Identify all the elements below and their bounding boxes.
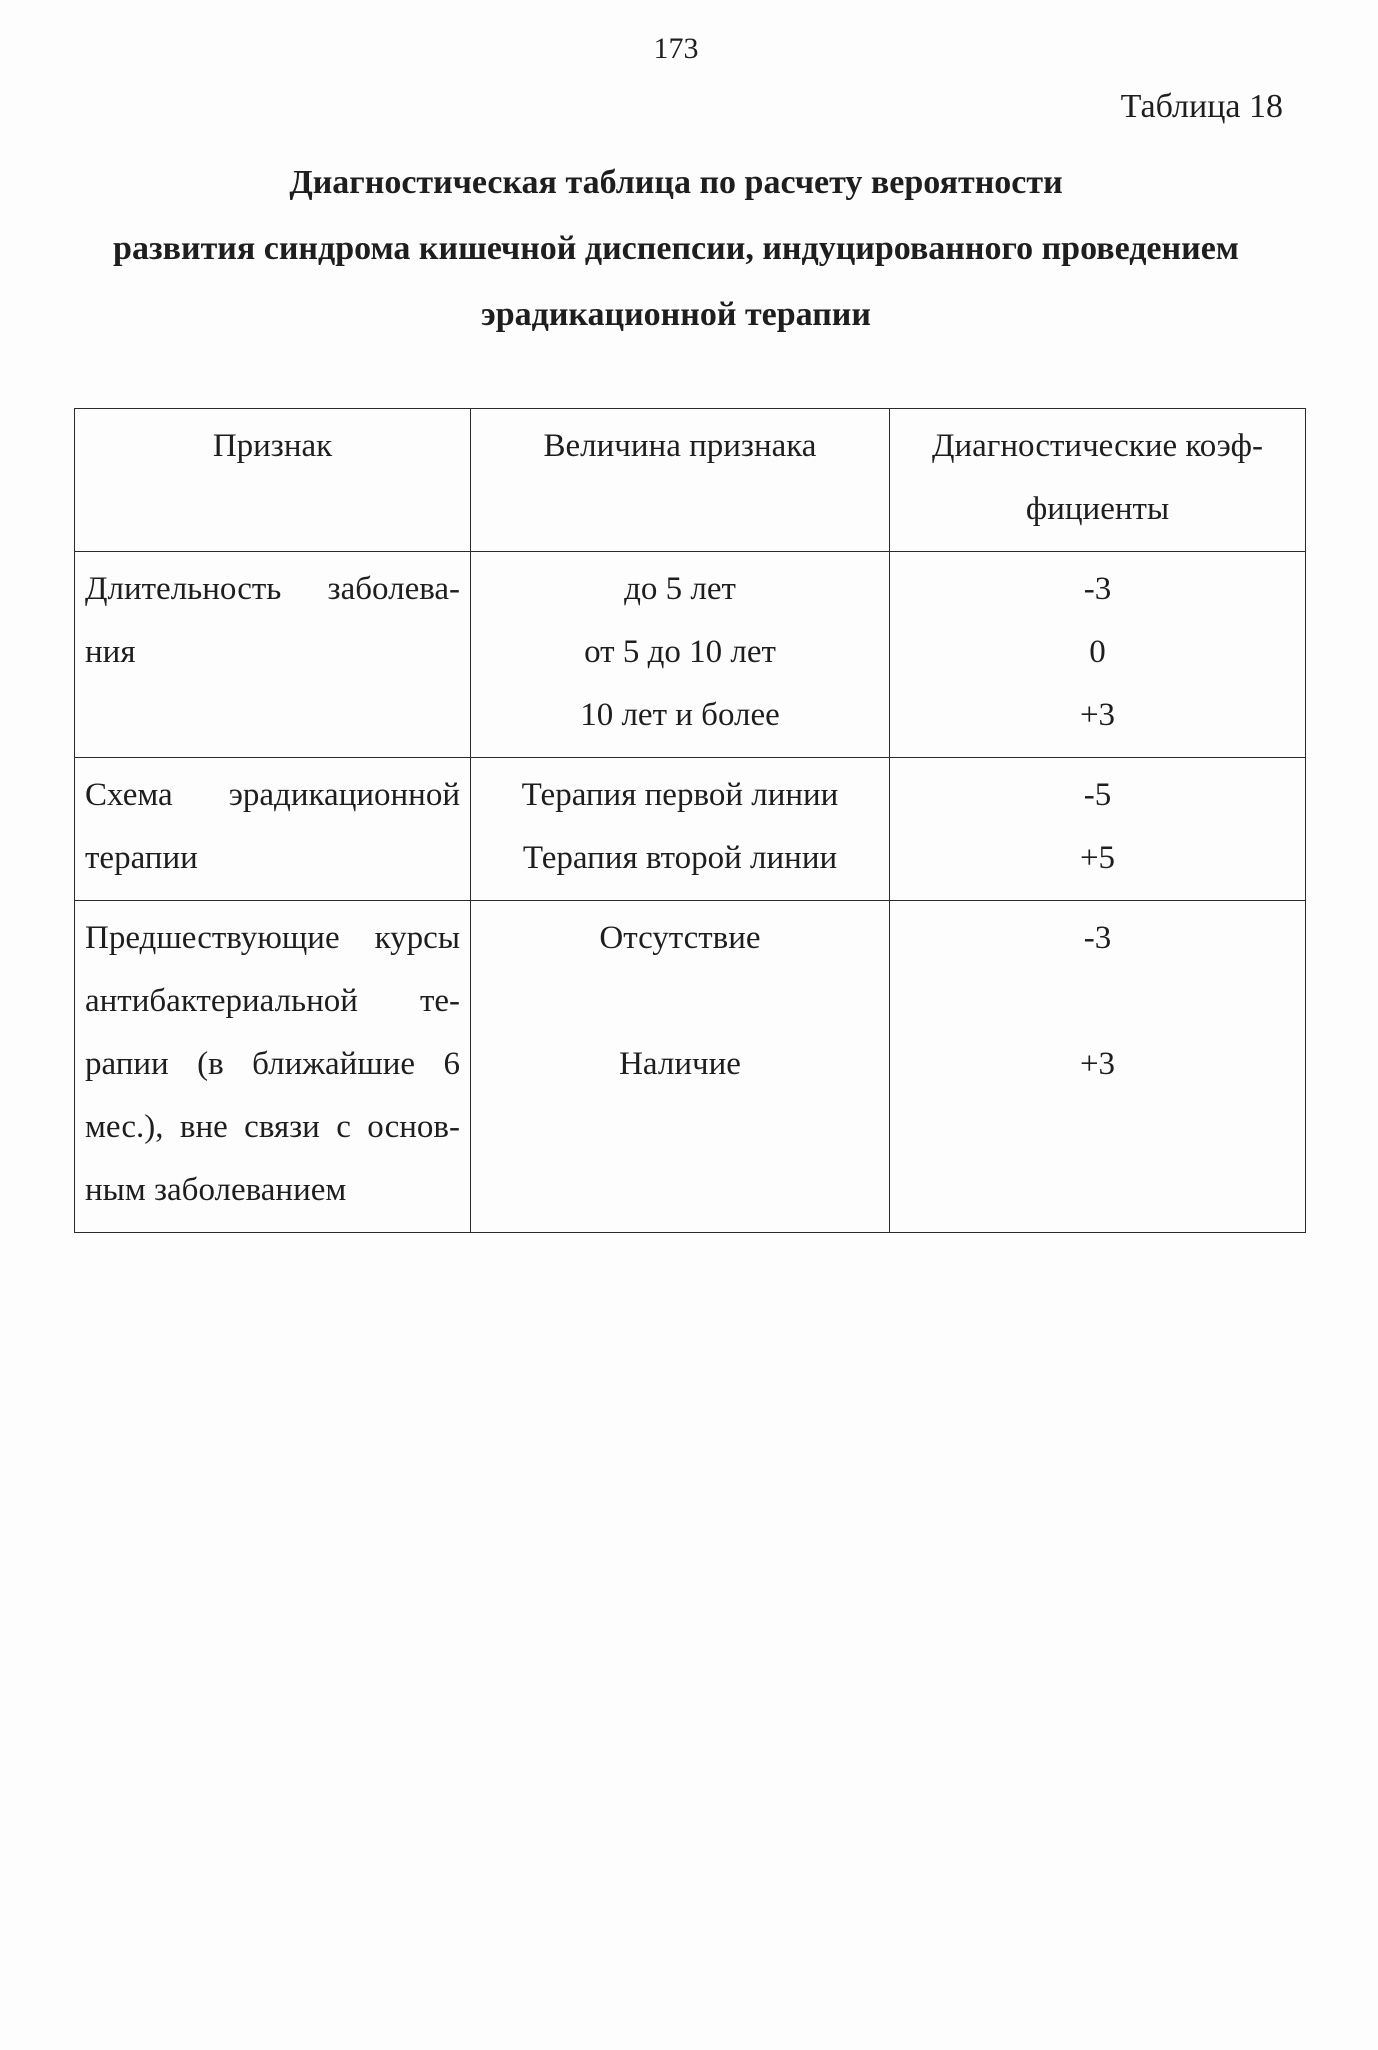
- value-item: Наличие: [619, 1046, 741, 1082]
- header-value: Величина признака: [471, 409, 890, 552]
- table-label: Таблица 18: [1120, 88, 1283, 125]
- page-number: 173: [653, 32, 699, 65]
- table-row: [75, 758, 1306, 901]
- document-title: [70, 150, 1282, 348]
- coefficient-item: +3: [1079, 1046, 1116, 1082]
- value-item: Терапия второй линии: [522, 840, 838, 876]
- row-values-prior-antibacterial: [471, 901, 890, 1233]
- value-item: 10 лет и более: [580, 697, 780, 733]
- title-line-3: эрадикационной терапии: [481, 296, 871, 333]
- row-coefficients-eradication-scheme: [890, 758, 1306, 901]
- value-item: до 5 лет: [624, 571, 736, 607]
- value-item: Отсутствие: [599, 920, 761, 956]
- row-coefficients-prior-antibacterial: [890, 901, 1306, 1233]
- blank-line: [481, 970, 879, 1033]
- header-feature: Признак: [75, 409, 471, 552]
- title-line-2: развития синдрома кишечной диспепсии, индуцированного проведением: [113, 230, 1239, 267]
- coefficient-item: +3: [1079, 697, 1116, 733]
- diagnostic-table: [74, 408, 1306, 1233]
- title-line-1: Диагностическая таблица по расчету вероятности: [289, 164, 1063, 201]
- table-row: [75, 901, 1306, 1233]
- coefficient-item: -3: [1083, 571, 1112, 607]
- value-item: от 5 до 10 лет: [584, 634, 776, 670]
- coefficient-item: 0: [1089, 634, 1106, 670]
- coefficient-item: -5: [1083, 777, 1112, 813]
- coefficient-item: -3: [1083, 920, 1112, 956]
- row-values-eradication-scheme: [471, 758, 890, 901]
- row-coefficients-disease-duration: [890, 552, 1306, 758]
- row-feature-eradication-scheme: Схема эрадикационной терапии: [75, 758, 471, 901]
- row-values-disease-duration: [471, 552, 890, 758]
- table-header-row: [75, 409, 1306, 552]
- coefficient-item: +5: [1079, 840, 1116, 876]
- row-feature-prior-antibacterial: Предшествующие курсы антибактериальной те-рапии (в ближайшие 6 мес.), вне связи с основ-ным заболеванием: [75, 901, 471, 1233]
- header-coefficients: Диагностические коэф-фициенты: [890, 409, 1306, 552]
- blank-line: [900, 970, 1295, 1033]
- value-item: Терапия первой линии: [521, 777, 839, 813]
- row-feature-disease-duration: Длительность заболева-ния: [75, 552, 471, 758]
- table-row: [75, 552, 1306, 758]
